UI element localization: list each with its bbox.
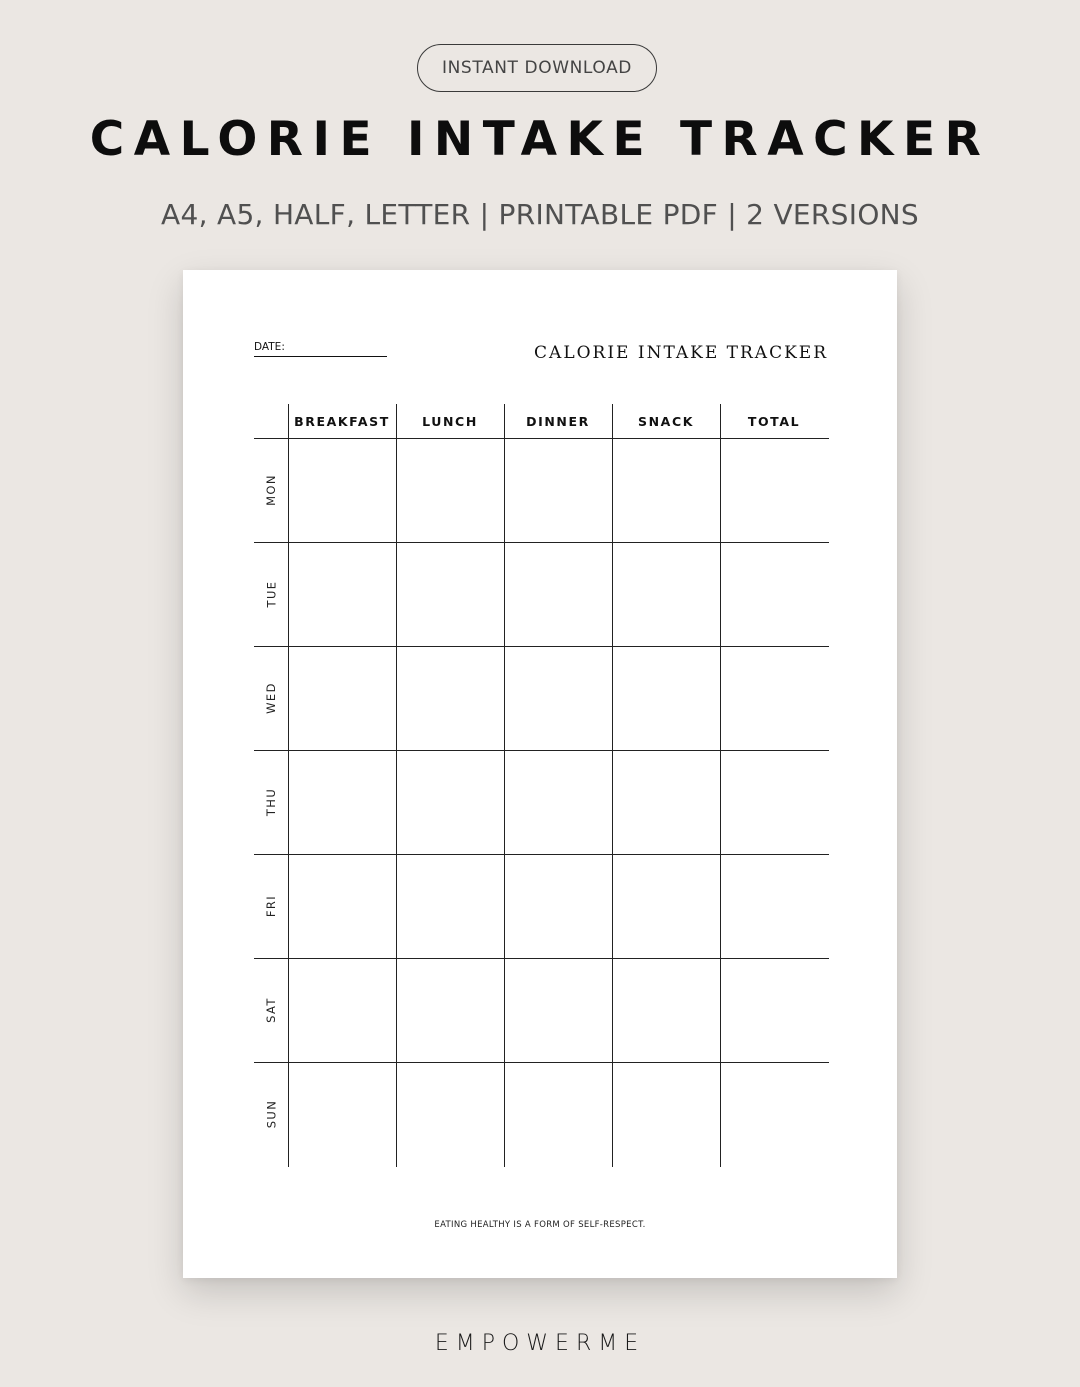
cell-wed-total: [720, 646, 828, 750]
date-field-line: [254, 356, 387, 357]
column-header-dinner: DINNER: [526, 413, 590, 429]
day-label-text: FRI: [263, 894, 278, 918]
cell-tue-dinner: [504, 542, 612, 646]
cell-thu-lunch: [396, 750, 504, 854]
column-header-total: TOTAL: [747, 413, 801, 429]
cell-thu-breakfast: [288, 750, 396, 854]
grid-column-divider: [396, 404, 397, 1167]
column-header-breakfast: BREAKFAST: [294, 413, 390, 429]
day-label-fri: [254, 854, 288, 958]
cell-thu-total: [720, 750, 828, 854]
page-subtitle: A4, A5, HALF, LETTER | PRINTABLE PDF | 2 VERSIONS: [161, 198, 919, 231]
sheet-title: CALORIE INTAKE TRACKER: [534, 343, 828, 363]
tracker-grid: [254, 404, 829, 1167]
cell-fri-snack: [612, 854, 720, 958]
grid-row-divider: [254, 438, 829, 439]
grid-row-divider: [254, 958, 829, 959]
cell-thu-snack: [612, 750, 720, 854]
cell-sun-snack: [612, 1062, 720, 1166]
day-label-thu: [254, 750, 288, 854]
day-label-tue: [254, 542, 288, 646]
cell-wed-snack: [612, 646, 720, 750]
cell-tue-breakfast: [288, 542, 396, 646]
cell-sat-dinner: [504, 958, 612, 1062]
day-label-text: THU: [263, 787, 278, 817]
cell-sun-lunch: [396, 1062, 504, 1166]
day-label-sun: [254, 1062, 288, 1166]
grid-row-divider: [254, 1062, 829, 1063]
day-label-wed: [254, 646, 288, 750]
cell-mon-snack: [612, 438, 720, 542]
day-label-text: SUN: [264, 1099, 278, 1129]
cell-wed-dinner: [504, 646, 612, 750]
cell-mon-breakfast: [288, 438, 396, 542]
cell-thu-dinner: [504, 750, 612, 854]
brand-logo: EMPOWERME: [434, 1331, 646, 1356]
grid-column-divider: [288, 404, 289, 1167]
cell-tue-lunch: [396, 542, 504, 646]
grid-column-divider: [720, 404, 721, 1167]
cell-sat-lunch: [396, 958, 504, 1062]
page-title: CALORIE INTAKE TRACKER: [89, 112, 991, 167]
tracker-sheet: [183, 270, 897, 1278]
day-label-sat: [254, 958, 288, 1062]
instant-download-badge: INSTANT DOWNLOAD: [417, 44, 657, 92]
cell-mon-total: [720, 438, 828, 542]
cell-sun-breakfast: [288, 1062, 396, 1166]
cell-sun-dinner: [504, 1062, 612, 1166]
cell-sun-total: [720, 1062, 828, 1166]
date-label: DATE:: [254, 341, 285, 353]
cell-tue-snack: [612, 542, 720, 646]
cell-sat-snack: [612, 958, 720, 1062]
cell-wed-breakfast: [288, 646, 396, 750]
grid-row-divider: [254, 750, 829, 751]
column-header-lunch: LUNCH: [422, 413, 478, 429]
grid-row-divider: [254, 542, 829, 543]
day-label-text: SAT: [264, 997, 278, 1023]
day-label-mon: [254, 438, 288, 542]
cell-mon-lunch: [396, 438, 504, 542]
grid-column-divider: [612, 404, 613, 1167]
footer-quote: EATING HEALTHY IS A FORM OF SELF-RESPECT.: [434, 1220, 646, 1230]
grid-row-divider: [254, 854, 829, 855]
day-label-text: WED: [263, 682, 278, 714]
grid-column-divider: [504, 404, 505, 1167]
day-label-text: TUE: [263, 580, 278, 608]
cell-sat-breakfast: [288, 958, 396, 1062]
cell-fri-dinner: [504, 854, 612, 958]
cell-tue-total: [720, 542, 828, 646]
cell-wed-lunch: [396, 646, 504, 750]
cell-fri-breakfast: [288, 854, 396, 958]
cell-mon-dinner: [504, 438, 612, 542]
cell-fri-lunch: [396, 854, 504, 958]
column-header-snack: SNACK: [638, 413, 694, 429]
cell-fri-total: [720, 854, 828, 958]
cell-sat-total: [720, 958, 828, 1062]
day-label-text: MON: [264, 474, 278, 506]
grid-row-divider: [254, 646, 829, 647]
